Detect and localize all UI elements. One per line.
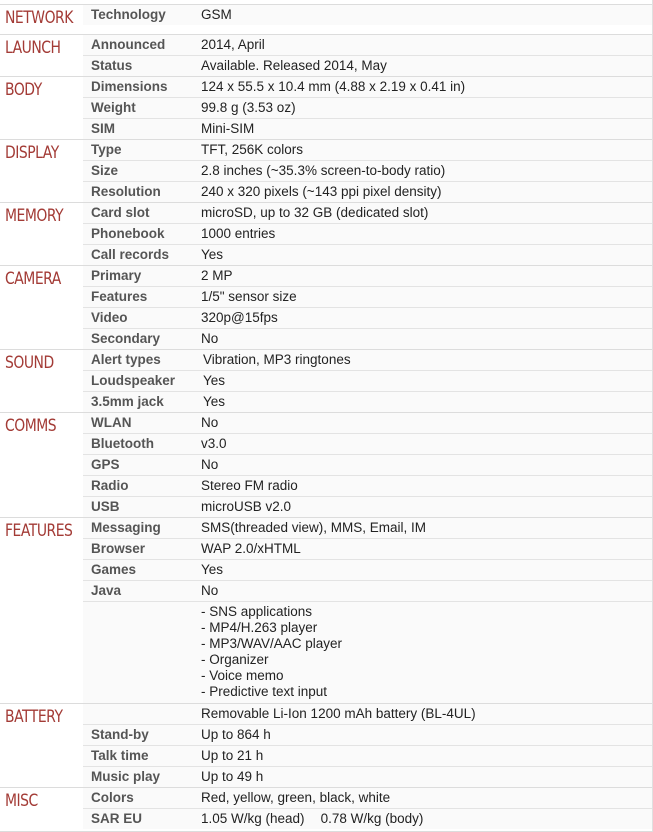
row-divider (83, 559, 653, 560)
spec-value (201, 310, 278, 325)
spec-row (83, 601, 653, 705)
spec-value-text: microUSB v2.0 (201, 499, 292, 514)
spec-label: Primary (91, 268, 142, 283)
row-divider (83, 724, 653, 725)
spec-label: USB (91, 499, 120, 514)
spec-value-text: Vibration, MP3 ringtones (203, 352, 351, 367)
spec-value (201, 457, 218, 472)
spec-value-text: 99.8 g (3.53 oz) (201, 100, 296, 115)
spec-value (201, 268, 233, 283)
spec-row (83, 349, 653, 370)
spec-label: Loudspeaker (91, 373, 176, 388)
spec-section-display (0, 139, 653, 202)
feature-list-item: - Predictive text input (201, 684, 328, 699)
spec-value-text: 240 x 320 pixels (~143 ppi pixel density) (201, 184, 442, 199)
row-divider (83, 745, 653, 746)
spec-row (83, 181, 653, 202)
spec-label: Messaging (91, 520, 161, 535)
section-title: BODY (5, 80, 42, 100)
spec-value-text: microSD, up to 32 GB (dedicated slot) (201, 205, 429, 220)
spec-label: Size (91, 163, 119, 178)
spec-value-text: Up to 864 h (201, 727, 271, 742)
spec-value-text: Yes (203, 373, 226, 388)
spec-label: Radio (91, 478, 129, 493)
spec-value (201, 436, 227, 451)
row-divider (83, 223, 653, 224)
spec-row (83, 766, 653, 787)
row-divider (83, 580, 653, 581)
spec-row (83, 538, 653, 559)
spec-value (203, 394, 225, 409)
feature-list-item: - MP4/H.263 player (201, 620, 318, 635)
spec-value-text: No (201, 457, 219, 472)
spec-value-text: Mini-SIM (201, 121, 255, 136)
spec-value (201, 163, 445, 178)
row-divider (83, 808, 653, 809)
spec-label: Stand-by (91, 727, 149, 742)
spec-value-text: No (201, 331, 219, 346)
spec-value-text: 1.05 W/kg (head) (201, 811, 305, 826)
spec-section-network (0, 4, 653, 28)
row-divider (83, 370, 653, 371)
section-title: CAMERA (5, 269, 61, 289)
spec-value-text: Up to 21 h (201, 748, 264, 763)
spec-label: Video (91, 310, 128, 325)
spec-value (201, 205, 428, 220)
spec-value (201, 58, 387, 73)
spec-label: Bluetooth (91, 436, 154, 451)
spec-value (201, 79, 465, 94)
spec-row (83, 559, 653, 580)
spec-label: Weight (91, 100, 136, 115)
spec-value (201, 226, 275, 241)
spec-label: Alert types (91, 352, 161, 367)
spec-value-text: Available. Released 2014, May (201, 58, 387, 73)
spec-row (83, 307, 653, 328)
section-title: LAUNCH (5, 38, 61, 58)
spec-label: SAR EU (91, 811, 143, 826)
spec-row (83, 55, 653, 76)
row-divider (83, 307, 653, 308)
row-divider (83, 433, 653, 434)
spec-label: Colors (91, 790, 134, 805)
spec-value-secondary: 0.78 W/kg (body) (320, 811, 424, 826)
section-title: MISC (5, 791, 38, 811)
spec-value (201, 541, 301, 556)
spec-label: Games (91, 562, 137, 577)
spec-value (201, 769, 263, 784)
spec-value (201, 583, 218, 598)
spec-section-comms (0, 412, 653, 517)
spec-value-text: Up to 49 h (201, 769, 264, 784)
section-title: NETWORK (5, 8, 73, 28)
spec-label: Secondary (91, 331, 161, 346)
section-title: FEATURES (5, 521, 73, 541)
spec-value (203, 373, 225, 388)
spec-label: Card slot (91, 205, 150, 220)
spec-value-text: v3.0 (201, 436, 227, 451)
spec-row (83, 454, 653, 475)
spec-row (83, 97, 653, 118)
spec-value (201, 415, 218, 430)
section-band (0, 517, 83, 705)
spec-label: Dimensions (91, 79, 168, 94)
spec-row (83, 808, 653, 829)
spec-value (201, 100, 296, 115)
section-title: COMMS (5, 416, 57, 436)
spec-value-text: 2 MP (201, 268, 233, 283)
spec-section-body (0, 76, 653, 139)
spec-row (83, 202, 653, 223)
spec-label: WLAN (91, 415, 132, 430)
spec-row (83, 433, 653, 454)
row-divider (83, 55, 653, 56)
spec-section-memory (0, 202, 653, 265)
feature-list-item: - Voice memo (201, 668, 284, 683)
spec-row (83, 76, 653, 97)
spec-label: Java (91, 583, 122, 598)
spec-value (201, 184, 442, 199)
spec-value-text: Yes (201, 562, 224, 577)
spec-label: Browser (91, 541, 146, 556)
spec-value (201, 331, 218, 346)
spec-section-battery (0, 703, 653, 787)
spec-value (201, 478, 298, 493)
spec-value (201, 142, 303, 157)
spec-label: 3.5mm jack (91, 394, 164, 409)
spec-value (201, 7, 232, 22)
spec-label: SIM (91, 121, 116, 136)
spec-value-text: Yes (203, 394, 226, 409)
row-divider (83, 181, 653, 182)
spec-label: Talk time (91, 748, 149, 763)
spec-value-text: 1/5" sensor size (201, 289, 297, 304)
section-title: BATTERY (5, 707, 63, 727)
spec-section-features (0, 517, 653, 705)
spec-value (201, 748, 263, 763)
spec-section-launch (0, 34, 653, 76)
row-divider (83, 391, 653, 392)
spec-label: Music play (91, 769, 161, 784)
row-divider (83, 601, 653, 602)
spec-label: Resolution (91, 184, 161, 199)
spec-value-text: Removable Li-Ion 1200 mAh battery (BL-4UL) (201, 706, 476, 721)
spec-value (201, 604, 342, 700)
spec-section-misc (0, 787, 653, 829)
spec-section-sound (0, 349, 653, 412)
spec-value-text: No (201, 583, 219, 598)
spec-value (201, 289, 297, 304)
spec-value (201, 811, 423, 826)
spec-row (83, 286, 653, 307)
row-divider (83, 496, 653, 497)
spec-value (201, 790, 390, 805)
row-divider (83, 538, 653, 539)
spec-label: GPS (91, 457, 120, 472)
spec-value-text: No (201, 415, 219, 430)
section-title: MEMORY (5, 206, 64, 226)
spec-row (83, 328, 653, 349)
spec-row (83, 412, 653, 433)
spec-row (83, 244, 653, 265)
spec-label: Announced (91, 37, 166, 52)
spec-value (201, 520, 426, 535)
row-divider (83, 328, 653, 329)
spec-row (83, 160, 653, 181)
spec-label: Technology (91, 7, 166, 22)
feature-list-item: - MP3/WAV/AAC player (201, 636, 343, 651)
spec-row (83, 139, 653, 160)
spec-value (201, 727, 271, 742)
spec-value-text: Stereo FM radio (201, 478, 298, 493)
row-divider (83, 118, 653, 119)
spec-value-text: 1000 entries (201, 226, 276, 241)
spec-row (83, 265, 653, 286)
spec-value-text: GSM (201, 7, 232, 22)
spec-value-text: WAP 2.0/xHTML (201, 541, 301, 556)
spec-label: Features (91, 289, 148, 304)
spec-value-text: 2014, April (201, 37, 265, 52)
section-title: SOUND (5, 353, 54, 373)
spec-label: Phonebook (91, 226, 165, 241)
row-divider (83, 160, 653, 161)
spec-value-text: 2.8 inches (~35.3% screen-to-body ratio) (201, 163, 446, 178)
spec-row (83, 34, 653, 55)
spec-value-text: TFT, 256K colors (201, 142, 304, 157)
spec-label: Call records (91, 247, 170, 262)
spec-value-text: Red, yellow, green, black, white (201, 790, 391, 805)
spec-value-text: 320p@15fps (201, 310, 278, 325)
spec-value-text: Yes (201, 247, 224, 262)
row-divider (83, 475, 653, 476)
row-divider (83, 244, 653, 245)
spec-value (201, 499, 291, 514)
spec-row (83, 703, 653, 724)
spec-value (201, 121, 254, 136)
spec-row (83, 787, 653, 808)
spec-row (83, 223, 653, 244)
spec-value (201, 562, 223, 577)
spec-value (201, 37, 265, 52)
spec-row (83, 118, 653, 139)
row-divider (83, 766, 653, 767)
spec-label: Status (91, 58, 133, 73)
spec-row (83, 391, 653, 412)
section-title: DISPLAY (5, 143, 59, 163)
row-divider (83, 454, 653, 455)
spec-row (83, 724, 653, 745)
spec-row (83, 4, 653, 25)
spec-value (203, 352, 351, 367)
spec-value-text: SMS(threaded view), MMS, Email, IM (201, 520, 427, 535)
row-divider (83, 286, 653, 287)
spec-row (83, 475, 653, 496)
spec-row (83, 745, 653, 766)
spec-row (83, 517, 653, 538)
spec-label: Type (91, 142, 122, 157)
spec-row (83, 580, 653, 601)
feature-list-item: - Organizer (201, 652, 269, 667)
spec-value-text: 124 x 55.5 x 10.4 mm (4.88 x 2.19 x 0.41 in) (201, 79, 466, 94)
feature-list-item: - SNS applications (201, 604, 313, 619)
row-divider (83, 97, 653, 98)
spec-row (83, 496, 653, 517)
spec-section-camera (0, 265, 653, 349)
spec-row (83, 370, 653, 391)
spec-value (201, 247, 223, 262)
spec-value (201, 706, 476, 721)
